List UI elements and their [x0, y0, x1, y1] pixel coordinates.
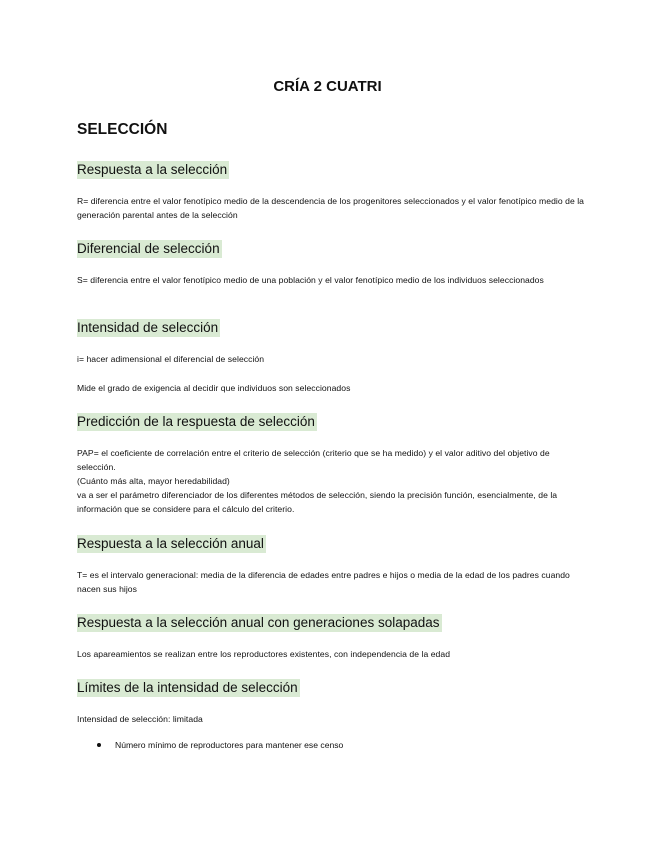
paragraph-diferencial: S= diferencia entre el valor fenotípico medio de una población y el valor fenotípico medio de los individuos seleccionados [77, 275, 544, 285]
section-heading-prediccion: Predicción de la respuesta de selección [77, 414, 315, 429]
paragraph-prediccion-3: va a ser el parámetro diferenciador de los diferentes métodos de selección, siendo la precisión función, esencialmente, de la información que se considere para el cálculo del criterio. [77, 490, 558, 515]
section-heading-solapadas: Respuesta a la selección anual con generaciones solapadas [77, 615, 440, 630]
main-heading: SELECCIÓN [77, 121, 168, 138]
paragraph-respuesta: R= diferencia entre el valor fenotípico medio de la descendencia de los progenitores seleccionados y el valor fenotípico medio de la generación parental antes de la selección [77, 196, 585, 221]
section-heading-diferencial: Diferencial de selección [77, 241, 220, 256]
paragraph-intensidad-2: Mide el grado de exigencia al decidir que individuos son seleccionados [77, 383, 351, 393]
section-heading-anual: Respuesta a la selección anual [77, 536, 264, 551]
document-title: CRÍA 2 CUATRI [273, 78, 382, 95]
section-heading-intensidad: Intensidad de selección [77, 320, 219, 335]
paragraph-anual: T= es el intervalo generacional: media de la diferencia de edades entre padres e hijos o media de la edad de los padres cuando nacen sus hijos [77, 570, 570, 595]
paragraph-solapadas: Los apareamientos se realizan entre los reproductores existentes, con independencia de la edad [77, 649, 451, 659]
bullet-item [97, 738, 343, 752]
bullet-text: Número mínimo de reproductores para mantener ese censo [115, 740, 344, 750]
section-heading-respuesta: Respuesta a la selección [77, 162, 228, 177]
paragraph-prediccion-2: (Cuánto más alta, mayor heredabilidad) [77, 476, 230, 486]
section-heading-limites: Límites de la intensidad de selección [77, 680, 298, 695]
bullet-dot-icon [97, 743, 101, 747]
paragraph-intensidad-1: i= hacer adimensional el diferencial de selección [77, 354, 265, 364]
paragraph-limites: Intensidad de selección: limitada [77, 714, 203, 724]
paragraph-prediccion-1: PAP= el coeficiente de correlación entre el criterio de selección (criterio que se ha medido) y el valor aditivo del objetivo de selección. [77, 448, 550, 473]
